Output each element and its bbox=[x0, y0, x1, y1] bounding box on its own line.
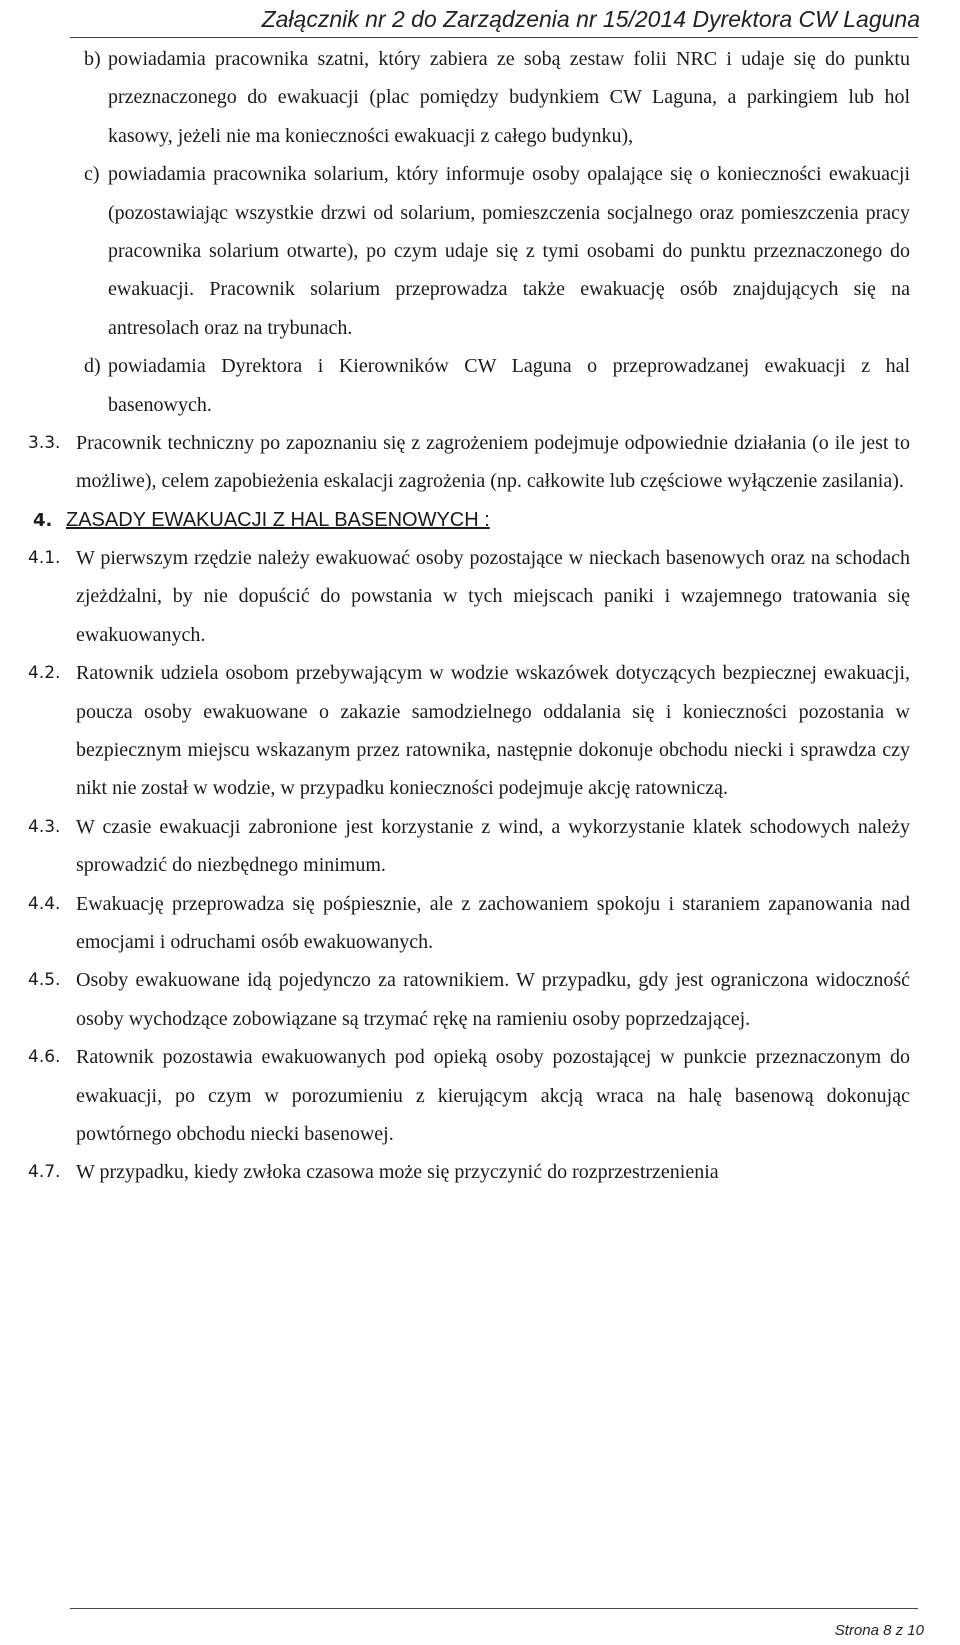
item-4-5 bbox=[28, 961, 910, 1038]
item-4-2 bbox=[28, 654, 910, 808]
item-4-1 bbox=[28, 539, 910, 654]
document-body bbox=[0, 40, 960, 1192]
sub-item-text: powiadamia pracownika solarium, który informuje osoby opalające się o konieczności ewakuacji (pozostawiając wszystkie drzwi od solarium, pomieszczenia socjalnego oraz pomieszczenia pracy pracownika solarium otwarte), po czym udaje się z tymi osobami do punktu przeznaczonego do ewakuacji. Pracownik solarium przeprowadza także ewakuację osób znajdujących się na antresolach oraz na trybunach. bbox=[108, 163, 910, 339]
sub-item-label: d) bbox=[84, 355, 101, 378]
item-4-6 bbox=[28, 1038, 910, 1153]
header-rule bbox=[70, 37, 918, 38]
sub-item-label: c) bbox=[84, 163, 100, 186]
item-text: Ratownik udziela osobom przebywającym w wodzie wskazówek dotyczących bezpiecznej ewakuacji, poucza osoby ewakuowane o zakazie samodzielnego oddalania się i konieczności pozostania w bezpiecznym miejscu wskazanym przez ratownika, następnie dokonuje obchodu niecki i sprawdza czy nikt nie został w wodzie, w przypadku konieczności podejmuje akcję ratowniczą. bbox=[76, 662, 910, 800]
footer-rule bbox=[70, 1608, 918, 1609]
item-4-3 bbox=[28, 808, 910, 885]
sub-item-text: powiadamia Dyrektora i Kierowników CW Laguna o przeprowadzanej ewakuacji z hal basenowych. bbox=[108, 355, 910, 416]
item-number: 3.3. bbox=[28, 433, 61, 454]
item-text: Pracownik techniczny po zapoznaniu się z zagrożeniem podejmuje odpowiednie działania (o ile jest to możliwe), celem zapobieżenia eskalacji zagrożenia (np. całkowite lub częściowe wyłączenie zasilania). bbox=[76, 432, 910, 493]
item-number: 4.7. bbox=[28, 1162, 61, 1183]
sub-item-d bbox=[84, 347, 910, 424]
item-text: Osoby ewakuowane idą pojedynczo za ratownikiem. W przypadku, gdy jest ograniczona widoczność osoby wychodzące zobowiązane są trzymać rękę na ramieniu osoby poprzedzającej. bbox=[76, 969, 910, 1030]
item-text: Ewakuację przeprowadza się pośpiesznie, ale z zachowaniem spokoju i staraniem zapanowania nad emocjami i odruchami osób ewakuowanych. bbox=[76, 892, 910, 953]
sub-item-b bbox=[84, 40, 910, 155]
item-number: 4.2. bbox=[28, 663, 61, 684]
document-header: Załącznik nr 2 do Zarządzenia nr 15/2014 Dyrektora CW Laguna bbox=[261, 6, 920, 32]
sub-item-c bbox=[84, 155, 910, 347]
item-text: Ratownik pozostawia ewakuowanych pod opieką osoby pozostającej w punkcie przeznaczonym do ewakuacji, po czym w porozumieniu z kierującym akcją wraca na halę basenową dokonując powtórnego obchodu niecki basenowej. bbox=[76, 1046, 910, 1145]
item-4-4 bbox=[28, 885, 910, 962]
section-number: 4. bbox=[33, 509, 53, 531]
item-number: 4.5. bbox=[28, 970, 61, 991]
item-number: 4.3. bbox=[28, 816, 61, 837]
section-heading bbox=[33, 501, 960, 539]
item-text: W czasie ewakuacji zabronione jest korzystanie z wind, a wykorzystanie klatek schodowych należy sprowadzić do niezbędnego minimum. bbox=[76, 815, 910, 877]
sub-item-text: powiadamia pracownika szatni, który zabiera ze sobą zestaw folii NRC i udaje się do punktu przeznaczonego do ewakuacji (plac pomiędzy budynkiem CW Laguna, a parkingiem lub hol kasowy, jeżeli nie ma konieczności ewakuacji z całego budynku), bbox=[108, 48, 910, 147]
page-number: Strona 8 z 10 bbox=[834, 1622, 924, 1639]
section-title: ZASADY EWAKUACJI Z HAL BASENOWYCH : bbox=[66, 508, 490, 531]
item-text: W przypadku, kiedy zwłoka czasowa może się przyczynić do rozprzestrzenienia bbox=[76, 1161, 719, 1184]
sub-item-label: b) bbox=[84, 48, 101, 70]
item-number: 4.1. bbox=[28, 547, 61, 568]
item-number: 4.4. bbox=[28, 893, 61, 914]
item-number: 4.6. bbox=[28, 1047, 61, 1068]
item-3-3 bbox=[28, 424, 910, 501]
item-text: W pierwszym rzędzie należy ewakuować osoby pozostające w nieckach basenowych oraz na schodach zjeżdżalni, by nie dopuścić do powstania w tych miejscach paniki i wzajemnego tratowania się ewakuowanych. bbox=[76, 546, 910, 646]
item-4-7 bbox=[28, 1153, 910, 1191]
